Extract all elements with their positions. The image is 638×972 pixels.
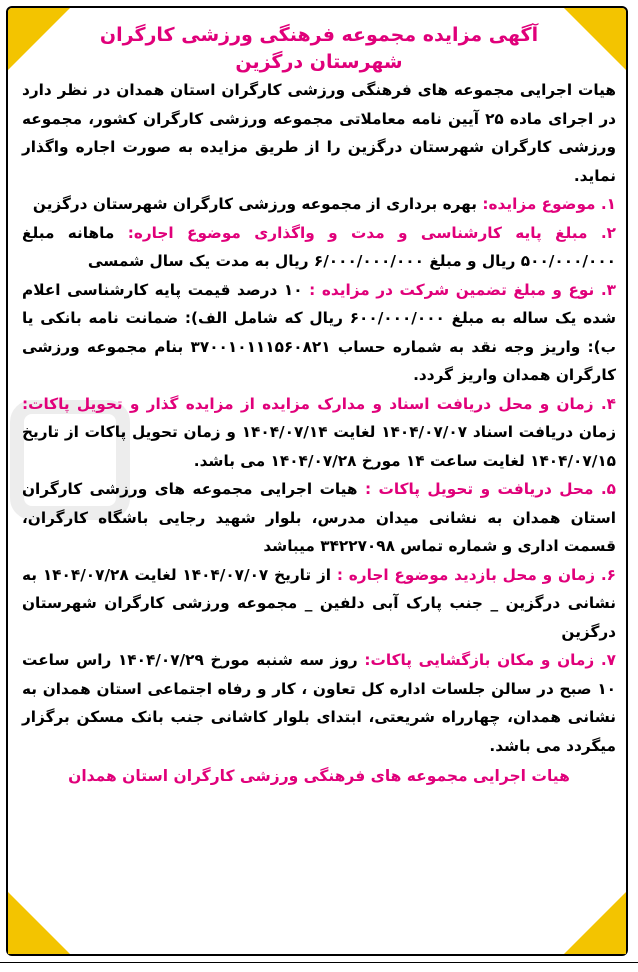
item-opening [22, 646, 616, 760]
item-heading: ۴. زمان و محل دریافت اسناد و مدارک مزایده از مزایده گذار و تحویل پاکات: [22, 394, 616, 413]
item-heading: ۳. نوع و مبلغ تضمین شرکت در مزایده : [309, 280, 616, 299]
item-heading: ۶. زمان و محل بازدید موضوع اجاره : [336, 565, 616, 584]
item-text: هیات اجرایی مجموعه های ورزشی کارگران استان همدان به نشانی میدان مدرس، بلوار شهید رجایی باشگاه کارگران، قسمت اداری و شماره تماس ۳۴۲۲۷۰۹۸ میباشد [22, 480, 616, 555]
item-subject [22, 190, 616, 219]
item-documents-time [22, 390, 616, 476]
item-guarantee [22, 276, 616, 390]
title-line-1: آگهی مزایده مجموعه فرهنگی ورزشی کارگران [99, 24, 539, 46]
bottom-divider [0, 962, 638, 963]
item-heading: ۷. زمان و مکان بازگشایی پاکات: [364, 651, 617, 669]
item-text: روز سه شنبه مورخ ۱۴۰۴/۰۷/۲۹ راس ساعت ۱۰ صبح در سالن جلسات اداره کل تعاون ، کار و رفاه اجتماعی استان همدان به نشانی همدان، چهارراه شریعتی، ابتدای بلوار کاشانی جنب بانک مسکن برگزار میگردد می باشد. [22, 651, 616, 755]
item-heading: ۱. موضوع مزایده: [482, 195, 616, 213]
item-text: ماهانه مبلغ ۵۰۰/۰۰۰/۰۰۰ ریال و مبلغ ۶/۰۰۰/۰۰۰/۰۰۰ ریال به مدت یک سال شمسی [22, 223, 616, 270]
item-visit [22, 561, 616, 647]
item-base-price [22, 219, 616, 276]
notice-body [22, 22, 616, 791]
title-line-2: شهرستان درگزین [235, 51, 403, 73]
item-delivery-place [22, 475, 616, 561]
item-text: زمان دریافت اسناد ۱۴۰۴/۰۷/۰۷ لغایت ۱۴۰۴/۰۷/۱۴ و زمان تحویل پاکات از تاریخ ۱۴۰۴/۰۷/۱۵ لغایت ساعت ۱۴ مورخ ۱۴۰۴/۰۷/۲۸ می باشد. [22, 423, 616, 470]
intro-paragraph: هیات اجرایی مجموعه های فرهنگی ورزشی کارگران استان همدان در نظر دارد در اجرای ماده ۲۵ آیین نامه معاملاتی مجموعه ورزشی کارگران کشور، مجموعه ورزشی کارگران شهرستان درگزین را از طریق مزایده به صورت اجاره واگذار نماید. [22, 81, 616, 185]
item-text: بهره برداری از مجموعه ورزشی کارگران شهرستان درگزین [32, 195, 478, 213]
item-text: ۱۰ درصد قیمت پایه کارشناسی اعلام شده یک ساله به مبلغ ۶۰۰/۰۰۰/۰۰۰ ریال که شامل الف): ضمانت نامه بانکی یا ب): واریز وجه نقد به شماره حساب ۳۷۰۰۱۰۱۱۱۵۶۰۸۲۱ بنام مجموعه ورزشی کارگران همدان واریز گردد. [22, 280, 616, 384]
item-heading: ۵. محل دریافت و تحویل پاکات : [364, 480, 616, 498]
item-text: از تاریخ ۱۴۰۴/۰۷/۰۷ لغایت ۱۴۰۴/۰۷/۲۸ به نشانی درگزین _ جنب پارک آبی دلفین _ مجموعه ورزشی کارگران شهرستان درگزین [22, 565, 616, 641]
notice-signature: هیات اجرایی مجموعه های فرهنگی ورزشی کارگران استان همدان [68, 767, 570, 785]
item-heading: ۲. مبلغ پایه کارشناسی و مدت و واگذاری موضوع اجاره: [127, 223, 617, 242]
notice-title [22, 22, 616, 76]
